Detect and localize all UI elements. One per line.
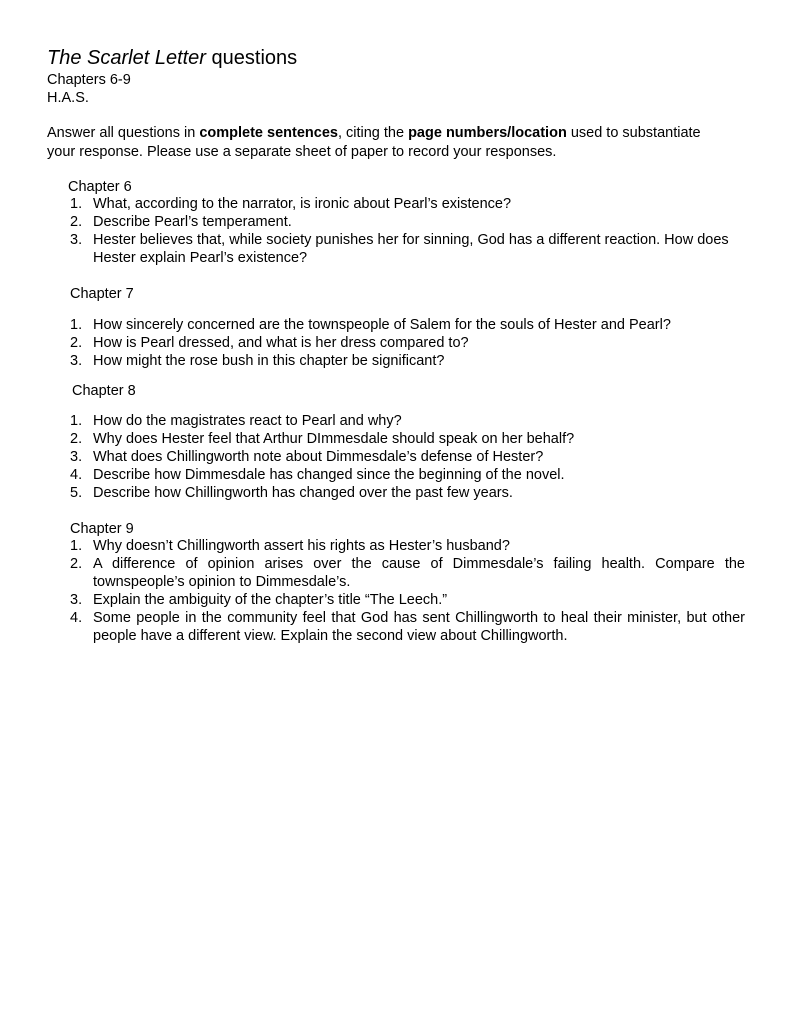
question-number: 2. xyxy=(70,214,83,230)
question-number: 3. xyxy=(70,592,83,608)
question-item xyxy=(70,231,745,267)
question-number: 2. xyxy=(70,335,83,351)
title-suffix: questions xyxy=(205,47,298,69)
question-text: How sincerely concerned are the townspeople of Salem for the souls of Hester and Pearl? xyxy=(93,317,671,333)
chapters-range: Chapters 6-9 xyxy=(47,72,131,88)
question-text: Explain the ambiguity of the chapter’s title “The Leech.” xyxy=(93,592,448,608)
question-text: What, according to the narrator, is ironic about Pearl’s existence? xyxy=(93,196,512,212)
chapter-heading-6: Chapter 6 xyxy=(68,179,132,195)
question-text: Describe how Chillingworth has changed over the past few years. xyxy=(93,485,513,501)
question-item xyxy=(70,591,745,609)
question-number: 1. xyxy=(70,196,83,212)
question-text: Hester believes that, while society punishes her for sinning, God has a different reaction. How does Hester explain Pearl’s existence? xyxy=(93,232,729,266)
question-number: 3. xyxy=(70,449,83,465)
question-text: A difference of opinion arises over the cause of Dimmesdale’s failing health. Compare the townspeople’s opinion to Dimmesdale’s. xyxy=(93,556,745,590)
question-item xyxy=(70,537,745,555)
question-item xyxy=(70,430,745,448)
title-book-name: The Scarlet Letter xyxy=(47,47,206,69)
page-title xyxy=(47,46,297,70)
question-item xyxy=(70,213,745,231)
question-text: How might the rose bush in this chapter be significant? xyxy=(93,353,445,369)
question-number: 3. xyxy=(70,232,83,248)
instructions-text-2: , citing the xyxy=(337,125,409,141)
question-item xyxy=(70,412,745,430)
question-number: 5. xyxy=(70,485,83,501)
question-number: 1. xyxy=(70,317,83,333)
question-list-chapter-8 xyxy=(70,412,745,502)
question-number: 2. xyxy=(70,431,83,447)
question-list-chapter-9 xyxy=(70,537,745,645)
question-item xyxy=(70,609,745,645)
question-item xyxy=(70,195,745,213)
question-text: How is Pearl dressed, and what is her dress compared to? xyxy=(93,335,469,351)
question-list-chapter-7 xyxy=(70,316,745,370)
question-number: 1. xyxy=(70,538,83,554)
instructions-text-3: used to substantiate your response. Please use a separate sheet of paper to record your responses. xyxy=(47,125,701,160)
question-list-chapter-6 xyxy=(70,195,745,267)
question-item xyxy=(70,466,745,484)
question-text: What does Chillingworth note about Dimmesdale’s defense of Hester? xyxy=(93,449,544,465)
question-item xyxy=(70,316,745,334)
question-item xyxy=(70,352,745,370)
instructions-bold-1: complete sentences xyxy=(199,125,338,141)
question-text: How do the magistrates react to Pearl and why? xyxy=(93,413,402,429)
chapter-heading-7: Chapter 7 xyxy=(70,286,134,302)
instructions-bold-2: page numbers/location xyxy=(408,125,567,141)
question-number: 1. xyxy=(70,413,83,429)
question-text: Why does Hester feel that Arthur DImmesdale should speak on her behalf? xyxy=(93,431,575,447)
question-text: Describe how Dimmesdale has changed since the beginning of the novel. xyxy=(93,467,565,483)
question-item xyxy=(70,555,745,591)
question-text: Why doesn’t Chillingworth assert his rights as Hester’s husband? xyxy=(93,538,510,554)
school-initials: H.A.S. xyxy=(47,90,89,106)
question-item xyxy=(70,484,745,502)
chapter-heading-9: Chapter 9 xyxy=(70,521,134,537)
question-number: 4. xyxy=(70,610,83,626)
instructions-paragraph xyxy=(47,124,707,161)
question-text: Some people in the community feel that God has sent Chillingworth to heal their minister, but other people have a different view. Explain the second view about Chillingworth. xyxy=(93,610,745,644)
question-item xyxy=(70,334,745,352)
question-number: 3. xyxy=(70,353,83,369)
question-number: 4. xyxy=(70,467,83,483)
chapter-heading-8: Chapter 8 xyxy=(72,383,136,399)
question-item xyxy=(70,448,745,466)
instructions-text-1: Answer all questions in xyxy=(47,125,200,141)
question-number: 2. xyxy=(70,556,83,572)
question-text: Describe Pearl’s temperament. xyxy=(93,214,292,230)
